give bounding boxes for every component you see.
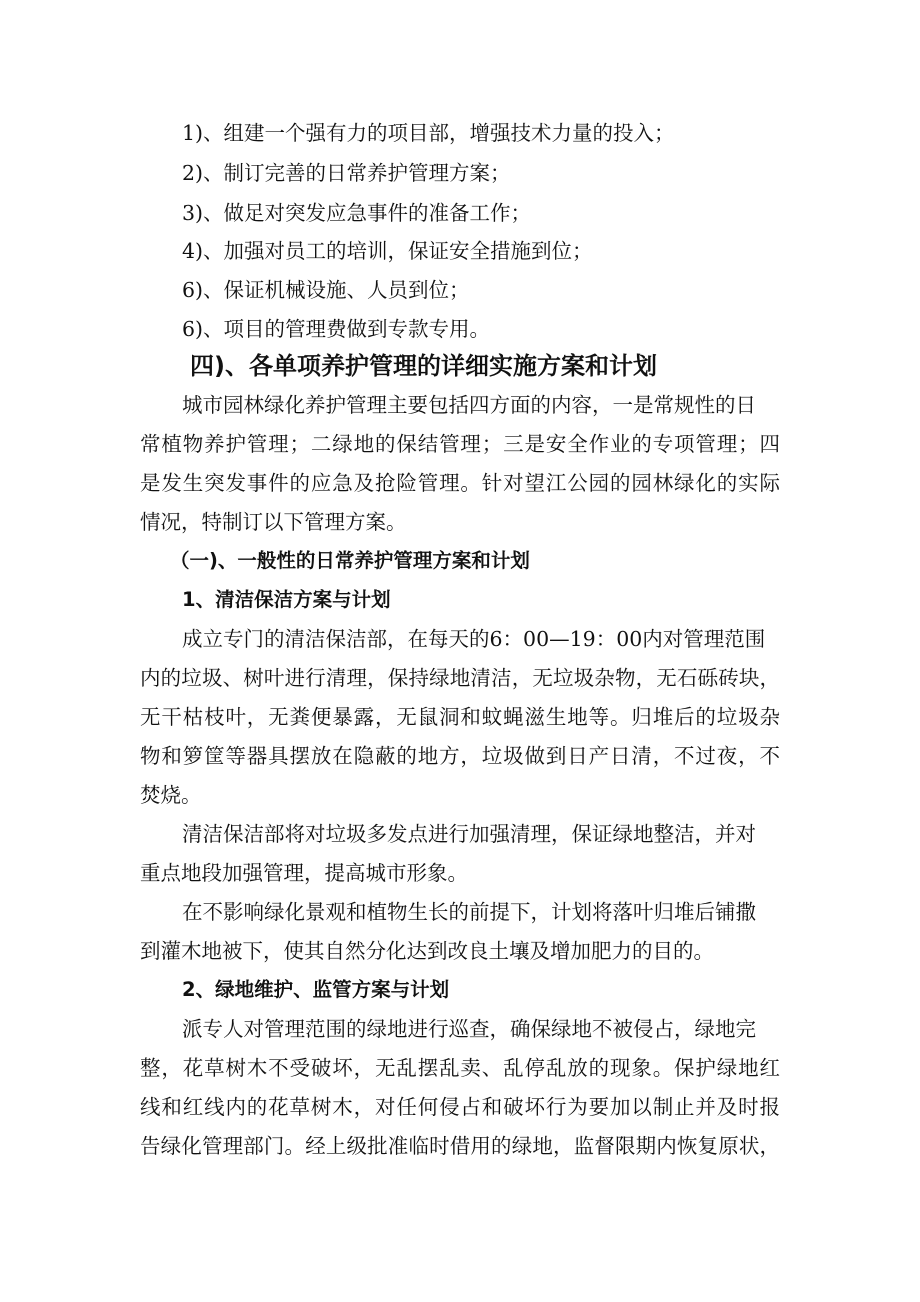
paragraph-line: 派专人对管理范围的绿地进行巡查，确保绿地不被侵占，绿地完 bbox=[182, 1017, 756, 1041]
sub-heading: （一)、一般性的日常养护管理方案和计划 bbox=[170, 549, 530, 572]
list-item: 3)、做足对突发应急事件的准备工作； bbox=[182, 201, 532, 225]
item-heading: 2、绿地维护、监管方案与计划 bbox=[182, 978, 450, 1001]
list-item: 6)、保证机械设施、人员到位； bbox=[182, 278, 470, 302]
paragraph-line: 常植物养护管理；二绿地的保结管理；三是安全作业的专项管理；四 bbox=[140, 432, 780, 456]
list-item: 2)、制订完善的日常养护管理方案； bbox=[182, 161, 511, 185]
list-item: 1)、组建一个强有力的项目部，增强技术力量的投入； bbox=[182, 121, 675, 145]
paragraph-line: 城市园林绿化养护管理主要包括四方面的内容，一是常规性的日 bbox=[182, 393, 756, 417]
paragraph-line: 清洁保洁部将对垃圾多发点进行加强清理，保证绿地整洁，并对 bbox=[182, 822, 756, 846]
section-heading: 四)、各单项养护管理的详细实施方案和计划 bbox=[190, 352, 657, 380]
item-heading: 1、清洁保洁方案与计划 bbox=[182, 588, 391, 611]
paragraph-line: 情况，特制订以下管理方案。 bbox=[140, 510, 407, 534]
paragraph-line: 物和箩筐等器具摆放在隐蔽的地方，垃圾做到日产日清，不过夜，不 bbox=[140, 744, 780, 768]
paragraph-line: 成立专门的清洁保洁部，在每天的6：00—19：00内对管理范围 bbox=[182, 627, 766, 651]
paragraph-line: 告绿化管理部门。经上级批准临时借用的绿地，监督限期内恢复原状， bbox=[140, 1134, 780, 1158]
paragraph-line: 是发生突发事件的应急及抢险管理。针对望江公园的园林绿化的实际 bbox=[140, 471, 780, 495]
paragraph-line: 重点地段加强管理，提高城市形象。 bbox=[140, 861, 468, 885]
list-item: 4)、加强对员工的培训，保证安全措施到位； bbox=[182, 239, 593, 263]
paragraph-line: 整，花草树木不受破坏，无乱摆乱卖、乱停乱放的现象。保护绿地红 bbox=[140, 1056, 780, 1080]
list-item: 6)、项目的管理费做到专款专用。 bbox=[182, 317, 491, 341]
paragraph-line: 在不影响绿化景观和植物生长的前提下，计划将落叶归堆后铺撒 bbox=[182, 900, 756, 924]
paragraph-line: 内的垃圾、树叶进行清理，保持绿地清洁，无垃圾杂物，无石砾砖块， bbox=[140, 666, 780, 690]
paragraph-line: 到灌木地被下，使其自然分化达到改良土壤及增加肥力的目的。 bbox=[140, 939, 714, 963]
paragraph-line: 无干枯枝叶，无粪便暴露，无鼠洞和蚊蝇滋生地等。归堆后的垃圾杂 bbox=[140, 705, 780, 729]
paragraph-line: 焚烧。 bbox=[140, 783, 202, 807]
paragraph-line: 线和红线内的花草树木，对任何侵占和破坏行为要加以制止并及时报 bbox=[140, 1095, 780, 1119]
